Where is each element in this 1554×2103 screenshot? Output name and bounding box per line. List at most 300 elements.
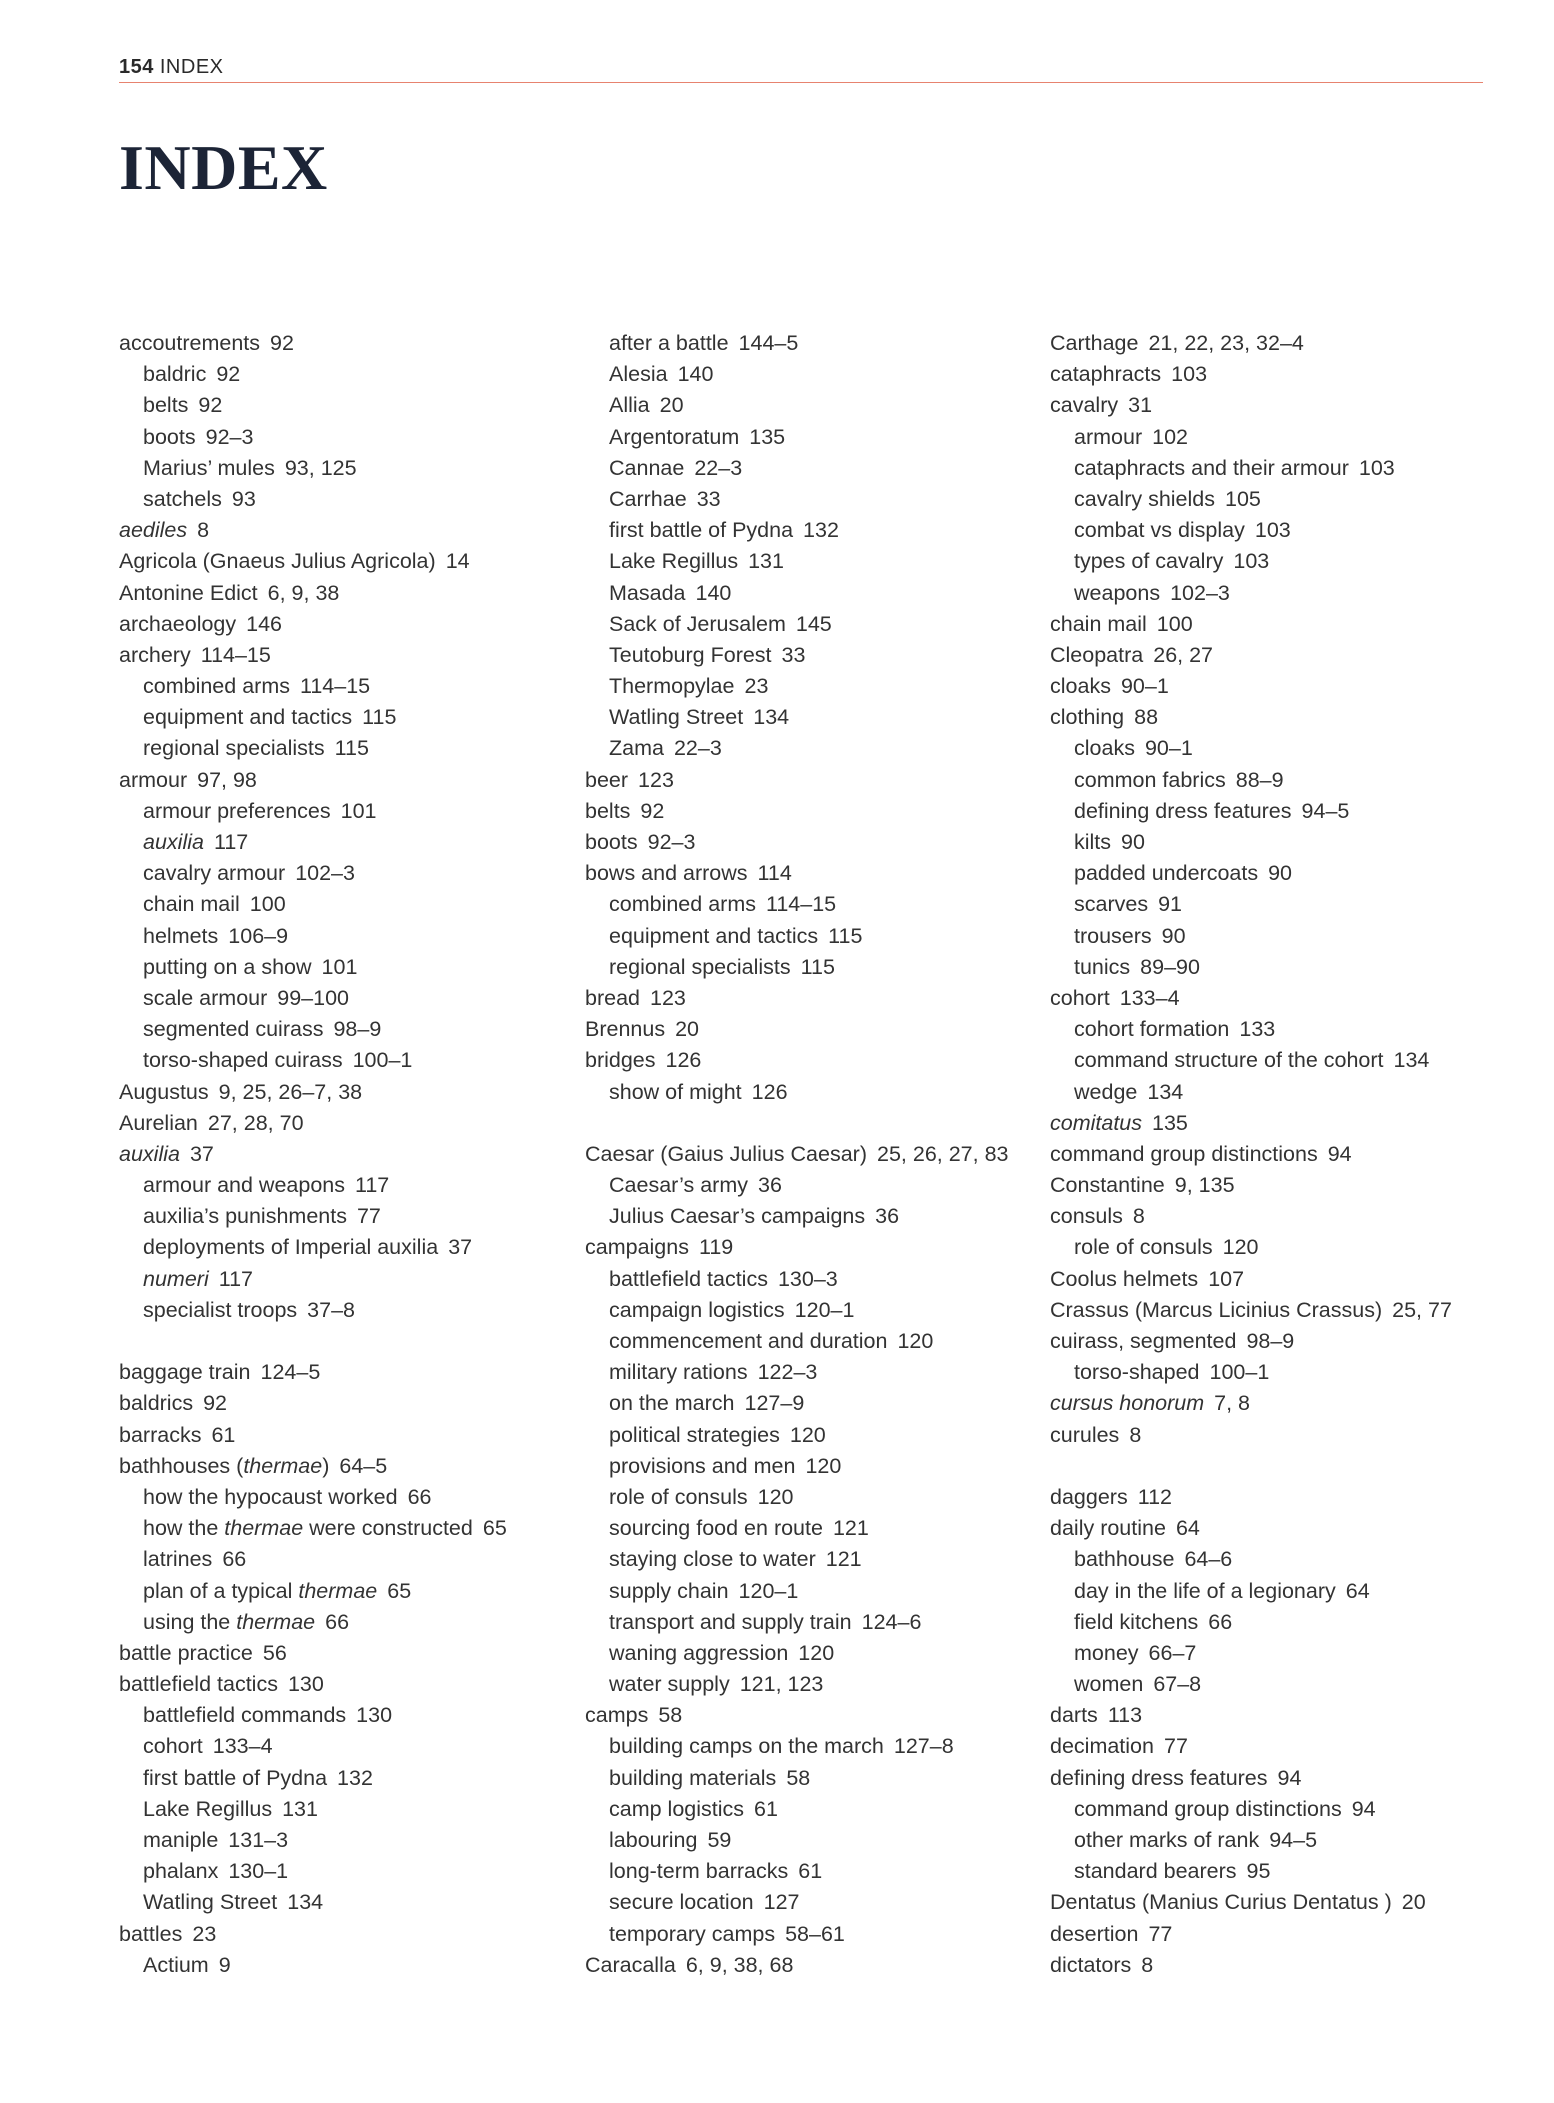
index-term: long-term barracks [609, 1859, 789, 1884]
index-term: Constantine [1050, 1173, 1165, 1198]
index-term: Crassus (Marcus Licinius Crassus) [1050, 1297, 1383, 1322]
index-term: commencement and duration [609, 1329, 888, 1353]
index-pages: 140 [695, 580, 732, 605]
index-pages: 65 [482, 1516, 507, 1541]
index-entry [585, 796, 1035, 827]
index-pages: 23 [744, 674, 769, 699]
index-subentry [585, 1731, 1035, 1762]
index-entry [1050, 609, 1510, 640]
index-subentry [585, 1201, 1035, 1232]
index-entry [585, 765, 1035, 796]
index-subentry [585, 640, 1035, 671]
index-term: Dentatus (Manius Curius Dentatus ) [1050, 1890, 1392, 1915]
index-entry [1050, 1264, 1510, 1295]
index-pages: 77 [1148, 1921, 1173, 1946]
index-term: torso-shaped [1074, 1360, 1200, 1385]
index-term: Lake Regillus [609, 549, 739, 574]
index-term: bread [585, 985, 640, 1010]
index-subentry [119, 1201, 569, 1232]
index-pages: 36 [875, 1204, 900, 1229]
index-subentry [119, 1513, 569, 1544]
index-entry [1050, 671, 1510, 702]
index-pages: 120 [789, 1422, 826, 1447]
index-entry [585, 1950, 1035, 1981]
index-pages: 90 [1161, 923, 1186, 948]
index-term: equipment and tactics [609, 923, 819, 948]
index-subentry [585, 1482, 1035, 1513]
index-pages: 115 [362, 705, 397, 730]
index-entry [1050, 390, 1510, 421]
index-subentry [1050, 453, 1510, 484]
index-term: bathhouses (thermae) [119, 1453, 330, 1478]
index-subentry [1050, 1856, 1510, 1887]
index-subentry [1050, 484, 1510, 515]
index-pages: 6, 9, 38, 68 [685, 1952, 794, 1977]
index-subentry [1050, 1544, 1510, 1575]
index-subentry [1050, 733, 1510, 764]
index-pages: 124–5 [260, 1360, 321, 1385]
index-subentry [585, 359, 1035, 390]
index-pages: 67–8 [1153, 1672, 1202, 1697]
index-pages: 77 [1163, 1734, 1188, 1759]
index-term: water supply [609, 1672, 730, 1697]
index-subentry [585, 1576, 1035, 1607]
index-term: daggers [1050, 1484, 1128, 1509]
index-entry [1050, 702, 1510, 733]
index-term: command group distinctions [1074, 1796, 1342, 1821]
index-term: camp logistics [609, 1796, 745, 1821]
index-entry [119, 1139, 569, 1170]
index-entry [119, 328, 569, 359]
index-subentry [119, 733, 569, 764]
index-pages: 107 [1208, 1266, 1245, 1291]
index-subentry [1050, 1232, 1510, 1263]
index-pages: 23 [192, 1921, 217, 1946]
index-term: cataphracts and their armour [1074, 455, 1349, 480]
index-subentry [585, 1544, 1035, 1575]
index-term: battle practice [119, 1640, 253, 1665]
index-column-3 [1050, 328, 1510, 1981]
index-entry [119, 515, 569, 546]
index-pages: 90 [1121, 830, 1145, 854]
index-term: satchels [143, 486, 222, 511]
index-term: comitatus [1050, 1110, 1143, 1135]
index-term: Coolus helmets [1050, 1266, 1199, 1291]
index-term: consuls [1050, 1204, 1123, 1229]
index-pages: 92 [216, 362, 241, 387]
index-term: regional specialists [143, 736, 325, 761]
index-term: cavalry armour [143, 861, 286, 886]
index-entry [1050, 1388, 1510, 1419]
index-term: Caesar (Gaius Julius Caesar) [585, 1141, 867, 1166]
index-gap [119, 1326, 569, 1357]
index-term: accoutrements [119, 331, 261, 355]
index-subentry [1050, 1607, 1510, 1638]
index-pages: 27, 28, 70 [207, 1110, 304, 1135]
index-subentry [585, 1856, 1035, 1887]
index-pages: 33 [781, 642, 806, 667]
index-column-1 [119, 328, 569, 1981]
index-pages: 101 [321, 954, 358, 979]
index-entry [1050, 1201, 1510, 1232]
index-term: baggage train [119, 1360, 251, 1385]
index-pages: 130 [287, 1672, 324, 1697]
index-gap [1050, 1451, 1510, 1482]
index-pages: 88 [1134, 705, 1159, 730]
index-subentry [1050, 952, 1510, 983]
index-term: putting on a show [143, 954, 312, 979]
index-term: Watling Street [609, 705, 744, 730]
index-term: sourcing food en route [609, 1516, 823, 1541]
index-pages: 135 [1152, 1110, 1188, 1135]
index-pages: 131 [748, 549, 784, 574]
index-pages: 120 [805, 1453, 842, 1478]
index-term: cloaks [1050, 674, 1111, 699]
index-pages: 37 [448, 1235, 473, 1260]
index-term: how the thermae were constructed [143, 1516, 473, 1541]
index-pages: 20 [659, 393, 684, 418]
index-term: Carthage [1050, 331, 1139, 355]
index-subentry [119, 1856, 569, 1887]
index-subentry [119, 796, 569, 827]
index-term: role of consuls [609, 1484, 748, 1509]
index-subentry [585, 1451, 1035, 1482]
index-term: building camps on the march [609, 1734, 884, 1759]
index-subentry [119, 1887, 569, 1918]
index-term: segmented cuirass [143, 1017, 324, 1042]
index-pages: 92–3 [205, 424, 254, 449]
index-subentry [585, 515, 1035, 546]
index-term: Teutoburg Forest [609, 642, 772, 667]
index-pages: 120–1 [794, 1297, 855, 1322]
index-subentry [119, 889, 569, 920]
index-pages: 33 [696, 486, 721, 511]
index-term: battlefield tactics [609, 1266, 768, 1291]
index-subentry [585, 1326, 1035, 1357]
index-entry [1050, 1887, 1510, 1918]
index-term: latrines [143, 1547, 213, 1572]
index-pages: 130–1 [228, 1859, 289, 1884]
index-term: command group distinctions [1050, 1141, 1318, 1166]
index-pages: 58–61 [785, 1921, 845, 1946]
index-term: bathhouse [1074, 1547, 1175, 1572]
index-subentry [1050, 921, 1510, 952]
index-pages: 126 [665, 1048, 702, 1073]
index-pages: 37 [189, 1141, 214, 1166]
index-entry [585, 858, 1035, 889]
index-term: armour preferences [143, 798, 331, 823]
index-entry [1050, 983, 1510, 1014]
index-subentry [585, 733, 1035, 764]
index-subentry [1050, 796, 1510, 827]
index-subentry [585, 1357, 1035, 1388]
index-term: Julius Caesar’s campaigns [609, 1204, 866, 1229]
index-term: Masada [609, 580, 686, 605]
index-subentry [585, 453, 1035, 484]
index-entry [1050, 359, 1510, 390]
index-subentry [585, 1077, 1035, 1108]
running-head-section: INDEX [159, 56, 224, 78]
index-pages: 117 [354, 1173, 390, 1198]
index-term: regional specialists [609, 954, 791, 979]
index-subentry [119, 921, 569, 952]
index-pages: 90–1 [1120, 674, 1169, 699]
index-term: types of cavalry [1074, 549, 1224, 574]
index-term: cloaks [1074, 736, 1135, 761]
index-term: archaeology [119, 611, 237, 636]
index-pages: 102–3 [1170, 580, 1230, 605]
index-pages: 25, 26, 27, 83 [877, 1141, 1009, 1166]
index-entry [585, 983, 1035, 1014]
index-pages: 97, 98 [197, 767, 257, 792]
index-subentry [119, 1700, 569, 1731]
index-pages: 114–15 [200, 642, 271, 667]
index-subentry [585, 1669, 1035, 1700]
index-term: Cleopatra [1050, 642, 1144, 667]
index-pages: 92 [640, 798, 665, 823]
index-term: bridges [585, 1048, 656, 1073]
index-entry [1050, 1731, 1510, 1762]
index-pages: 140 [677, 362, 714, 387]
index-term: belts [585, 798, 631, 823]
index-term: barracks [119, 1422, 202, 1447]
index-pages: 98–9 [333, 1017, 382, 1042]
index-pages: 66 [325, 1609, 350, 1634]
index-gap [585, 1108, 1035, 1139]
index-term: boots [143, 424, 196, 449]
index-term: baldric [143, 362, 207, 387]
index-term: combined arms [143, 674, 290, 699]
index-term: wedge [1074, 1079, 1138, 1104]
index-subentry [1050, 827, 1510, 858]
index-subentry [119, 858, 569, 889]
index-pages: 94 [1351, 1796, 1376, 1821]
index-entry [1050, 1700, 1510, 1731]
index-term: provisions and men [609, 1453, 796, 1478]
index-subentry [119, 484, 569, 515]
index-pages: 58 [658, 1703, 683, 1728]
index-subentry [119, 1014, 569, 1045]
index-term: defining dress features [1050, 1765, 1268, 1790]
index-subentry [119, 1045, 569, 1076]
index-subentry [1050, 1077, 1510, 1108]
index-entry [1050, 1326, 1510, 1357]
index-subentry [585, 921, 1035, 952]
index-pages: 126 [751, 1079, 788, 1104]
index-term: role of consuls [1074, 1235, 1213, 1260]
index-term: show of might [609, 1079, 742, 1104]
index-subentry [585, 1170, 1035, 1201]
index-subentry [119, 453, 569, 484]
index-term: building materials [609, 1765, 777, 1790]
index-term: Carrhae [609, 486, 687, 511]
index-term: camps [585, 1703, 649, 1728]
index-subentry [119, 1232, 569, 1263]
index-pages: 121 [825, 1547, 862, 1572]
index-term: daily routine [1050, 1516, 1166, 1541]
index-term: Aurelian [119, 1110, 198, 1135]
index-subentry [585, 609, 1035, 640]
index-pages: 22–3 [673, 736, 722, 761]
index-subentry [585, 671, 1035, 702]
index-entry [119, 640, 569, 671]
index-entry [1050, 1482, 1510, 1513]
index-pages: 88–9 [1235, 767, 1284, 792]
index-subentry [1050, 1014, 1510, 1045]
index-pages: 93, 125 [284, 455, 357, 480]
index-pages: 8 [1129, 1422, 1142, 1447]
index-term: cataphracts [1050, 362, 1162, 387]
index-pages: 133–4 [212, 1734, 273, 1759]
index-term: cohort [143, 1734, 203, 1759]
index-pages: 101 [340, 798, 377, 823]
index-subentry [585, 1825, 1035, 1856]
index-pages: 66 [222, 1547, 247, 1572]
index-subentry [1050, 1045, 1510, 1076]
index-term: dictators [1050, 1952, 1132, 1977]
index-term: women [1074, 1672, 1144, 1697]
index-subentry [585, 1513, 1035, 1544]
index-term: common fabrics [1074, 767, 1226, 792]
index-entry [119, 578, 569, 609]
index-pages: 123 [650, 985, 686, 1010]
index-pages: 114–15 [299, 674, 371, 699]
index-term: boots [585, 830, 638, 854]
index-term: command structure of the cohort [1074, 1048, 1384, 1073]
index-entry [119, 1108, 569, 1139]
index-pages: 99–100 [277, 985, 350, 1010]
index-pages: 134 [1147, 1079, 1184, 1104]
index-entry [1050, 1919, 1510, 1950]
index-term: Antonine Edict [119, 580, 258, 605]
index-pages: 94 [1327, 1141, 1352, 1166]
index-pages: 119 [698, 1235, 734, 1260]
index-term: money [1074, 1640, 1139, 1665]
index-term: how the hypocaust worked [143, 1484, 398, 1509]
index-term: chain mail [143, 892, 240, 917]
index-entry [119, 1420, 569, 1451]
index-subentry [119, 1264, 569, 1295]
index-pages: 100–1 [1209, 1360, 1270, 1385]
index-term: Alesia [609, 362, 668, 387]
index-term: auxilia [143, 830, 204, 854]
index-pages: 92 [203, 1391, 228, 1416]
index-term: scarves [1074, 892, 1149, 917]
index-pages: 134 [287, 1890, 324, 1915]
index-pages: 145 [795, 611, 832, 636]
index-term: Zama [609, 736, 664, 761]
index-term: trousers [1074, 923, 1152, 948]
index-pages: 90 [1268, 861, 1293, 886]
index-subentry [585, 390, 1035, 421]
index-entry [585, 1700, 1035, 1731]
index-subentry [119, 1170, 569, 1201]
index-entry [1050, 1295, 1510, 1326]
index-subentry [1050, 578, 1510, 609]
index-subentry [585, 1295, 1035, 1326]
index-pages: 103 [1358, 455, 1395, 480]
index-term: Caracalla [585, 1952, 676, 1977]
index-subentry [1050, 515, 1510, 546]
index-pages: 93 [231, 486, 256, 511]
index-subentry [119, 1576, 569, 1607]
index-subentry [119, 702, 569, 733]
index-pages: 92 [198, 393, 223, 418]
index-pages: 102–3 [295, 861, 355, 886]
index-pages: 95 [1246, 1859, 1271, 1884]
index-subentry [1050, 546, 1510, 577]
index-subentry [119, 422, 569, 453]
index-pages: 66 [407, 1484, 432, 1509]
index-term: transport and supply train [609, 1609, 852, 1634]
index-term: darts [1050, 1703, 1098, 1728]
index-entry [1050, 1763, 1510, 1794]
index-pages: 94 [1277, 1765, 1302, 1790]
index-entry [585, 1232, 1035, 1263]
index-term: helmets [143, 923, 219, 948]
index-subentry [1050, 1576, 1510, 1607]
index-term: archery [119, 642, 191, 667]
index-pages: 127–8 [893, 1734, 954, 1759]
index-term: labouring [609, 1828, 698, 1852]
index-pages: 94–5 [1269, 1828, 1318, 1852]
index-term: battlefield commands [143, 1703, 347, 1728]
index-pages: 134 [1393, 1048, 1430, 1073]
index-term: weapons [1074, 580, 1161, 605]
index-pages: 25, 77 [1392, 1297, 1452, 1322]
index-column-2 [585, 328, 1035, 1981]
index-subentry [1050, 889, 1510, 920]
index-term: auxilia’s punishments [143, 1204, 347, 1229]
index-subentry [585, 889, 1035, 920]
index-term: after a battle [609, 331, 729, 355]
index-pages: 58 [786, 1765, 811, 1790]
index-pages: 21, 22, 23, 32–4 [1148, 331, 1304, 355]
index-pages: 124–6 [861, 1609, 922, 1634]
index-pages: 61 [754, 1796, 778, 1821]
index-pages: 94–5 [1301, 798, 1350, 823]
index-term: Marius’ mules [143, 455, 275, 480]
index-entry [119, 1388, 569, 1419]
index-subentry [1050, 1794, 1510, 1825]
index-pages: 8 [197, 518, 210, 543]
index-pages: 114–15 [765, 892, 837, 917]
index-pages: 8 [1132, 1204, 1145, 1229]
index-pages: 92–3 [647, 830, 696, 854]
index-subentry [585, 952, 1035, 983]
index-entry [1050, 1420, 1510, 1451]
index-subentry [585, 1420, 1035, 1451]
index-entry [585, 1045, 1035, 1076]
index-term: chain mail [1050, 611, 1147, 636]
index-pages: 115 [334, 736, 369, 761]
index-term: Watling Street [143, 1890, 278, 1915]
index-term: scale armour [143, 985, 268, 1010]
index-term: secure location [609, 1890, 754, 1915]
index-term: Actium [143, 1952, 209, 1977]
index-entry [119, 1638, 569, 1669]
index-term: desertion [1050, 1921, 1139, 1946]
index-term: Thermopylae [609, 674, 735, 699]
index-entry [1050, 1513, 1510, 1544]
index-pages: 133 [1239, 1017, 1276, 1042]
index-term: using the thermae [143, 1609, 316, 1634]
index-pages: 7, 8 [1214, 1391, 1251, 1416]
index-pages: 132 [803, 518, 839, 543]
index-pages: 8 [1141, 1952, 1154, 1977]
index-pages: 37–8 [307, 1297, 355, 1322]
index-term: staying close to water [609, 1547, 816, 1572]
